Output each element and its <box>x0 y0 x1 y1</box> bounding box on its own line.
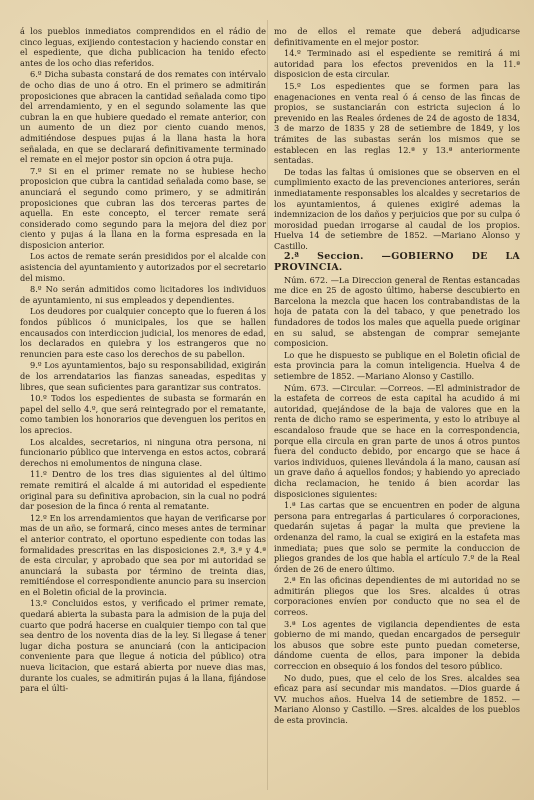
paragraph: Núm. 672. —La Direccion general de Rentas estancadas me dice en 25 de agosto último, haberse descubierto en Barcelona la mezcla que hacen los contrabandistas de la hoja de patata con la del tabaco, y que penetrado los fundadores de todos los males que aquella puede originar en su salud, se abstengan de comprar semejante composicion. <box>274 274 520 349</box>
paragraph: 8.º No serán admitidos como licitadores los individuos de ayuntamiento, ni sus empleados y dependientes. <box>20 284 266 305</box>
paragraph: 12.º En los arrendamientos que hayan de verificarse por mas de un año, se formará, cinco meses antes de terminar el anterior contrato, el oportuno espediente con todas las formalidades prescritas en las disposiciones 2.ª, 3.ª y 4.ª de esta circular, y aprobado que sea por mi autoridad se anunciará la subasta por término de treinta dias, remitiéndose el correspondiente anuncio para su insercion en el Boletin oficial de la provincia. <box>20 512 266 597</box>
paragraph: 9.º Los ayuntamientos, bajo su responsabilidad, exigirán de los arrendatarios las fianzas saneadas, espeditas y libres, que sean suficientes para garantizar sus contratos. <box>20 360 266 392</box>
right-column <box>274 26 520 727</box>
paragraph: Los deudores por cualquier concepto que lo fueren á los fondos públicos ó municipales, los que se hallen encausados con interdiccion judicial, los menores de edad, los declarados en quiebra y los estrangeros que no renuncien para este caso los derechos de su pabellon. <box>20 306 266 359</box>
paragraph: No dudo, pues, que el celo de los Sres. alcaldes sea eficaz para así secundar mis mandatos. —Dios guarde á VV. muchos años. Huelva 14 de setiembre de 1852. —Mariano Alonso y Castillo. —Sres. alcaldes de los pueblos de esta provincia. <box>274 672 520 725</box>
section-heading: 2.ª Seccion. —GOBIERNO DE LA PROVINCIA. <box>274 251 520 274</box>
paragraph: 15.º Los espedientes que se formen para las enagenaciones en venta real ó á censo de las fincas de propios, se sustanciarán con estricta sujecion á lo prevenido en las Reales órdenes de 24 de agosto de 1834, 3 de marzo de 1835 y 28 de setiembre de 1849, y los trámites de las subastas serán los mismos que se establecen en las reglas 12.ª y 13.ª anteriormente sentadas. <box>274 80 520 166</box>
paragraph: 2.ª En las oficinas dependientes de mi autoridad no se admitirán pliegos que los Sres. alcaldes ú otras corporaciones envíen por conducto que no sea el de correos. <box>274 575 520 618</box>
paragraph: De todas las faltas ú omisiones que se observen en el cumplimiento exacto de las prevenciones anteriores, serán inmediatamente responsables los alcaldes y secretarios de los ayuntamientos, á quienes exigiré ademas la indemnizacion de los daños y perjuicios que por su culpa ó morosidad puedan irrogarse al caudal de los propios. Huelva 14 de setiembre de 1852. —Mariano Alonso y Castillo. <box>274 166 520 251</box>
paragraph: 10.º Todos los espedientes de subasta se formarán en papel del sello 4.º, que será reintegrado por el rematante, como tambien los honorarios que devenguen los peritos en los aprecios. <box>20 393 266 435</box>
paragraph: 3.ª Los agentes de vigilancia dependientes de esta gobierno de mi mando, quedan encargados de perseguir los abusos que sobre este punto puedan cometerse, dándome cuenta de ellos, para imponer la debida correccion en obsequio á los fondos del tesoro público. <box>274 618 520 672</box>
left-column <box>20 26 266 695</box>
paragraph: Los actos de remate serán presididos por el alcalde con asistencia del ayuntamiento y autorizados por el secretario del mismo. <box>20 251 266 283</box>
paragraph: Los alcaldes, secretarios, ni ninguna otra persona, ni funcionario público que intervenga en estos actos, cobrará derechos ni emolumentos de ninguna clase. <box>20 436 266 468</box>
paragraph: á los pueblos inmediatos comprendidos en el rádio de cinco leguas, exijiendo contestacion y haciendo constar en el espediente, que dicha publicacion ha tenido efecto antes de los ocho dias referidos. <box>20 26 266 68</box>
column-divider <box>267 20 268 790</box>
paragraph: 7.º Si en el primer remate no se hubiese hecho proposicion que cubra la cantidad señalada como base, se anunciará el segundo como primero, y se admitirán proposiciones que cubran las dos terceras partes de aquella. En este concepto, el tercer remate será considerado como segundo para la mejora del diez por ciento y pujas á la llana en la forma espresada en la disposicion anterior. <box>20 165 266 250</box>
paragraph: mo de ellos el remate que deberá adjudicarse definitivamente en el mejor postor. <box>274 26 520 47</box>
paragraph: 11.º Dentro de los tres dias siguientes al del último remate remitirá el alcalde á mi autoridad el espediente original para su definitiva aprobacion, sin la cual no podrá dar posesion de la finca ó renta al rematante. <box>20 469 266 512</box>
paragraph: 13.º Concluidos estos, y verificado el primer remate, quedará abierta la subasta para la admision de la puja del cuarto que podrá hacerse en cualquier tiempo con tal que sea dentro de los noventa dias de la ley. Si llegase á tener lugar dicha postura se anunciará (con la anticipacion conveniente para que llegue á noticia del público) otra nueva licitacion, que estará abierta por nueve dias mas, durante los cuales, se admitirán pujas á la llana, fijándose para el últi- <box>20 598 266 694</box>
paragraph: 1.ª Las cartas que se encuentren en poder de alguna persona para entregarlas á particulares ó corporaciones, quedarán sujetas á pagar la multa que previene la ordenanza del ramo, la cual se exigirá en la estafeta mas inmediata; pues que solo se permite la conduccion de pliegos grandes de los que habla el artículo 7.º de la Real órden de 26 de enero último. <box>274 500 520 574</box>
paragraph: Lo que he dispuesto se publique en el Boletin oficial de esta provincia para la comun inteligencia. Huelva 4 de setiembre de 1852. —Mariano Alonso y Castillo. <box>274 349 520 381</box>
paragraph: 6.º Dicha subasta constará de dos remates con intérvalo de ocho dias de uno á otro. En el primero se admitirán proposiciones que abracen la cantidad señalada como tipo del arrendamiento, y en el segundo solamente las que cubran la en que hubiere quedado el remate anterior, con un aumento de un diez por ciento cuando menos, admitiéndose despues pujas á la llana hasta la hora señalada, en que se declarará definitivamente terminado el remate en el mejor postor sin opcion á otra puja. <box>20 69 266 165</box>
paragraph: 14.º Terminado asi el espediente se remitirá á mi autoridad para los efectos prevenidos en la 11.ª disposicion de esta circular. <box>274 48 520 80</box>
paragraph: Núm. 673. —Circular. —Correos. —El administrador de la estafeta de correos de esta capital ha acudido á mi autoridad, quejándose de la baja de valores que en la renta de dicho ramo se esperimenta, y esto lo atribuye al escandaloso fraude que se hace en la correspondencia, porque ella circula en gran parte de unos á otros puntos fuera del conducto debido, por encargo que se hace á varios individuos, quienes llevándola á la mano, causan así un grave daño á aquellos fondos; y habiendo yo apreciado dicha reclamacion, he tenido á bien acordar las disposiciones siguientes: <box>274 382 520 499</box>
